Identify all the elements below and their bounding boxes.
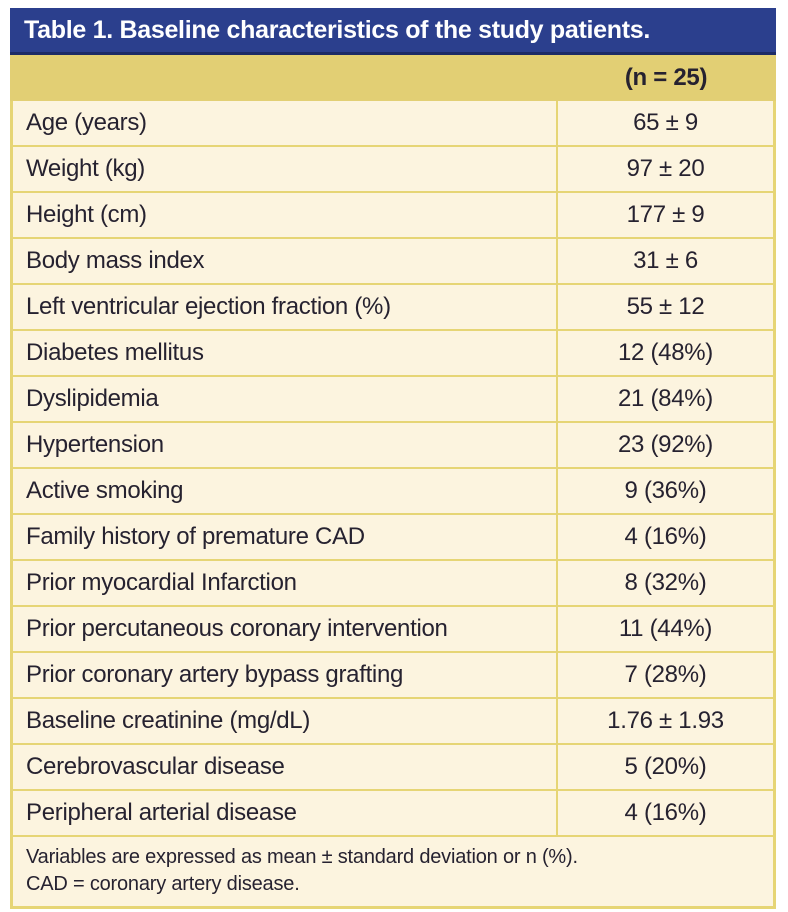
- row-value: 1.76 ± 1.93: [556, 699, 773, 743]
- row-label: Baseline creatinine (mg/dL): [26, 707, 311, 734]
- table-row: [13, 237, 773, 283]
- row-label: Hypertension: [26, 431, 164, 458]
- table-title-bar: [10, 8, 776, 55]
- table-row: [13, 513, 773, 559]
- table-row: [13, 421, 773, 467]
- row-label: Cerebrovascular disease: [26, 753, 285, 780]
- row-value: 31 ± 6: [556, 239, 773, 283]
- row-label: Height (cm): [26, 201, 147, 228]
- row-label: Active smoking: [26, 477, 184, 504]
- row-value: 7 (28%): [556, 653, 773, 697]
- row-value: 21 (84%): [556, 377, 773, 421]
- table-row: [13, 329, 773, 375]
- row-label: Prior myocardial Infarction: [26, 569, 297, 596]
- row-label: Prior coronary artery bypass grafting: [26, 661, 404, 688]
- row-label: Body mass index: [26, 247, 205, 274]
- row-label: Peripheral arterial disease: [26, 799, 297, 826]
- row-value: 9 (36%): [556, 469, 773, 513]
- table-row: [13, 191, 773, 237]
- row-label: Diabetes mellitus: [26, 339, 204, 366]
- row-value: 55 ± 12: [556, 285, 773, 329]
- table-row: [13, 283, 773, 329]
- row-value: 12 (48%): [556, 331, 773, 375]
- column-header-n: (n = 25): [624, 64, 708, 91]
- table-row: [13, 145, 773, 191]
- row-value: 4 (16%): [556, 515, 773, 559]
- table-footnote: [10, 835, 776, 909]
- row-label: Weight (kg): [26, 155, 145, 182]
- table-row: [13, 375, 773, 421]
- table-row: [13, 651, 773, 697]
- row-value: 97 ± 20: [556, 147, 773, 191]
- table-row: [13, 559, 773, 605]
- row-value: 23 (92%): [556, 423, 773, 467]
- row-value: 11 (44%): [556, 607, 773, 651]
- table-row: [13, 467, 773, 513]
- column-header-row: [10, 55, 776, 101]
- footnote-line-2: CAD = coronary artery disease.: [26, 873, 300, 895]
- footnote-line-1: Variables are expressed as mean ± standard deviation or n (%).: [26, 846, 578, 868]
- row-value: 4 (16%): [556, 791, 773, 835]
- table-body: [10, 101, 776, 835]
- row-label: Age (years): [26, 109, 147, 136]
- row-value: 65 ± 9: [556, 101, 773, 145]
- table-row: [13, 743, 773, 789]
- table-row: [13, 789, 773, 835]
- table-row: [13, 697, 773, 743]
- baseline-characteristics-table: [10, 8, 776, 909]
- table-row: [13, 605, 773, 651]
- row-label: Dyslipidemia: [26, 385, 159, 412]
- row-label: Family history of premature CAD: [26, 523, 365, 550]
- table-title: Table 1. Baseline characteristics of the study patients.: [24, 15, 651, 44]
- row-value: 5 (20%): [556, 745, 773, 789]
- row-label: Prior percutaneous coronary intervention: [26, 615, 448, 642]
- row-value: 8 (32%): [556, 561, 773, 605]
- row-value: 177 ± 9: [556, 193, 773, 237]
- table-row: [13, 101, 773, 145]
- row-label: Left ventricular ejection fraction (%): [26, 293, 391, 320]
